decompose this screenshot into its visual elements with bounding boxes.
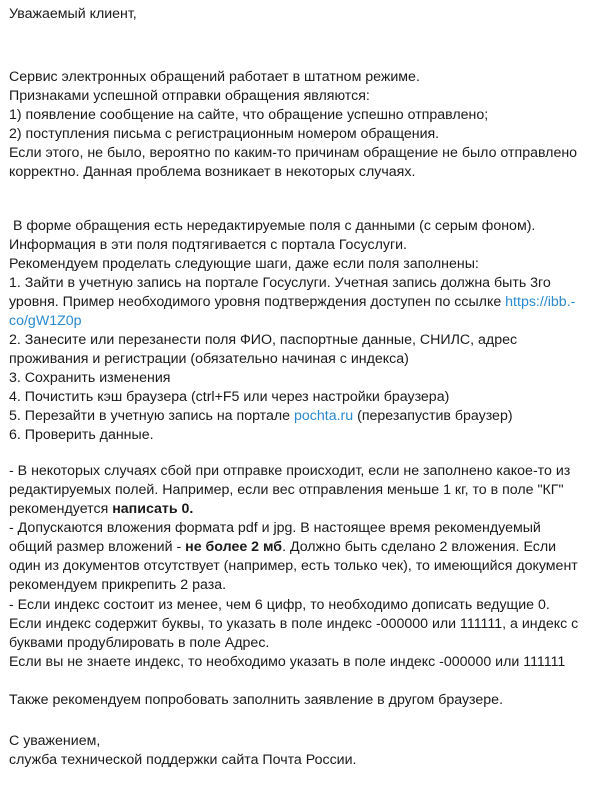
signature-team: служба технической поддержки сайта Почта России. [9, 752, 357, 768]
intro-line: Признаками успешной отправки обращения являются: [9, 88, 370, 104]
note-line: один из документов отсутствует (например, есть только чек), то имеющийся документ [9, 558, 578, 574]
signature-regards: С уважением, [9, 733, 101, 749]
note-line: - Если индекс состоит из менее, чем 6 цифр, то необходимо дописать ведущие 0. [9, 597, 550, 613]
note-line: рекомендуем прикрепить 2 раза. [9, 577, 227, 593]
intro-line: Сервис электронных обращений работает в штатном режиме. [9, 69, 420, 85]
step-5-suffix: (перезапустив браузер) [353, 408, 513, 424]
example-link[interactable]: https://ibb.- [505, 294, 576, 310]
form-line: Информация в эти поля подтягивается с портала Госуслуги. [9, 237, 407, 253]
intro-line: корректно. Данная проблема возникает в некоторых случаях. [9, 164, 416, 180]
note-emphasis: не более 2 мб [185, 539, 283, 555]
step-1: 1. Зайти в учетную запись на портале Госуслуги. Учетная запись должна быть 3го [9, 275, 551, 291]
step-5 [9, 407, 513, 426]
step-3: 3. Сохранить изменения [9, 370, 171, 386]
step-1-cont [9, 293, 575, 312]
note-text: рекомендуется [9, 501, 113, 517]
note-text: . Должно быть сделано 2 вложения. Если [282, 539, 557, 555]
step-1-text: уровня. Пример необходимого уровня подтверждения доступен по ссылке [9, 294, 506, 310]
note-text: общий размер вложений - [9, 539, 186, 555]
note-line: Если индекс содержит буквы, то указать в поле индекс -000000 или 111111, а индекс с [9, 616, 579, 632]
note-line: - В некоторых случаях сбой при отправке происходит, если не заполнено какое-то из [9, 463, 571, 479]
step-4: 4. Почистить кэш браузера (ctrl+F5 или через настройки браузера) [9, 389, 450, 405]
pochta-link[interactable]: pochta.ru [294, 408, 354, 424]
note-emphasis: написать 0. [112, 501, 194, 517]
note-line [9, 538, 556, 557]
note-line [9, 500, 193, 519]
note-line: - Допускаются вложения формата pdf и jpg. В настоящее время рекомендуемый [9, 520, 541, 536]
step-6: 6. Проверить данные. [9, 427, 154, 443]
form-line: В форме обращения есть нередактируемые поля с данными (с серым фоном). [9, 218, 536, 234]
intro-line: Если этого, не было, вероятно по каким-то причинам обращение не было отправлено [9, 145, 578, 161]
example-link-cont[interactable]: co/gW1Z0p [9, 313, 82, 329]
greeting: Уважаемый клиент, [9, 6, 137, 22]
intro-line: 1) появление сообщение на сайте, что обращение успешно отправлено; [9, 107, 489, 123]
note-line: Если вы не знаете индекс, то необходимо указать в поле индекс -000000 или 111111 [9, 654, 566, 670]
form-line: Рекомендуем проделать следующие шаги, даже если поля заполнены: [9, 256, 479, 272]
note-line: редактируемых полей. Например, если вес отправления меньше 1 кг, то в поле "КГ" [9, 482, 564, 498]
step-2-cont: проживания и регистрации (обязательно начиная с индекса) [9, 351, 409, 367]
note-line: буквами продублировать в поле Адрес. [9, 635, 270, 651]
intro-line: 2) поступления письма с регистрационным номером обращения. [9, 126, 440, 142]
step-5-text: 5. Перезайти в учетную запись на портале [9, 408, 294, 424]
browser-tip: Также рекомендуем попробовать заполнить заявление в другом браузере. [9, 692, 504, 708]
step-2: 2. Занесите или перезанести поля ФИО, паспортные данные, СНИЛС, адрес [9, 332, 518, 348]
